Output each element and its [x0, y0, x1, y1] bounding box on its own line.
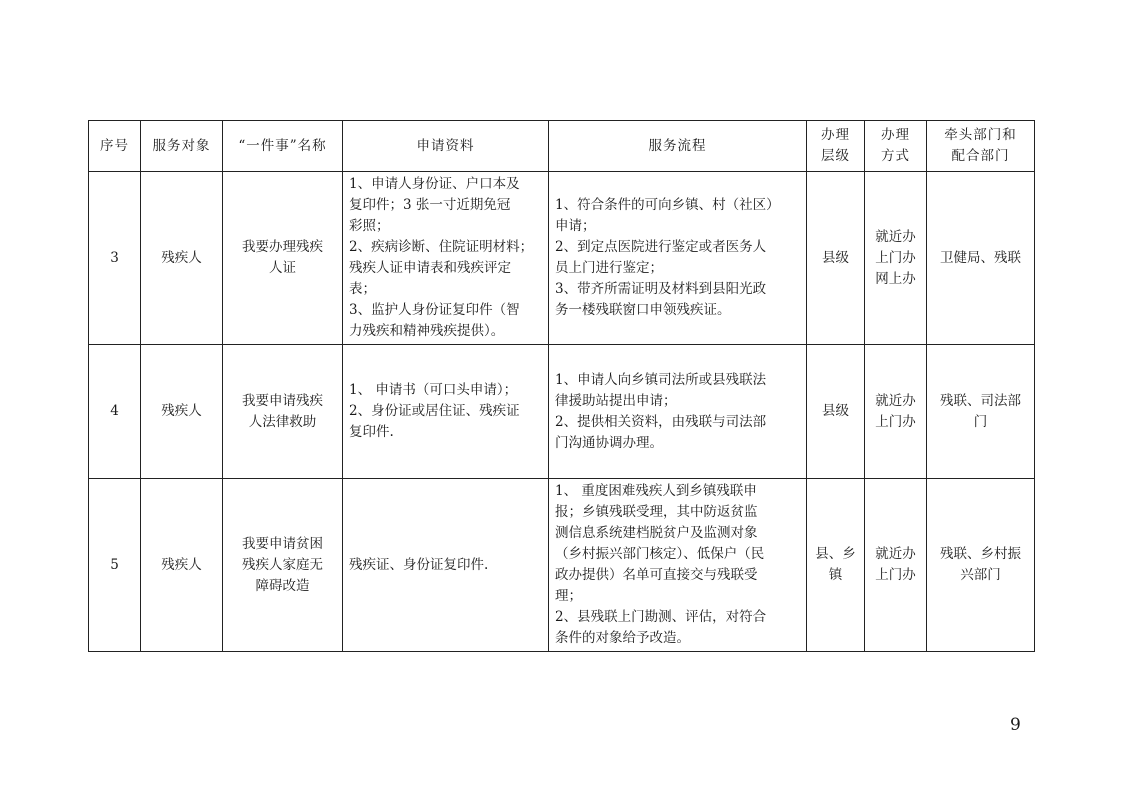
cell-level [807, 345, 865, 479]
cell-name [223, 479, 343, 652]
cell-name-line: 我要申请残疾 [242, 392, 323, 409]
cell-process [549, 479, 807, 652]
cell-dept [927, 479, 1035, 652]
cell-no-text: 4 [110, 403, 119, 419]
cell-dept [927, 345, 1035, 479]
cell-materials-line: 力残疾和精神残疾提供）。 [349, 323, 505, 339]
header-no: 序号 [89, 121, 141, 172]
cell-target [141, 172, 223, 345]
cell-dept-line: 残联、司法部 [940, 392, 1021, 409]
cell-process [549, 172, 807, 345]
cell-level-line: 县级 [822, 403, 849, 419]
cell-materials [343, 479, 549, 652]
cell-target [141, 479, 223, 652]
service-table [88, 120, 1035, 652]
cell-materials-line: 1、 申请书（可口头申请）； [349, 382, 518, 398]
header-dept: 牵头部门和 配合部门 [927, 121, 1035, 172]
cell-process-line: 条件的对象给予改造。 [555, 630, 690, 646]
cell-materials-line: 2、身份证或居住证、残疾证 [349, 403, 520, 419]
cell-process-line: 员上门进行鉴定； [555, 260, 663, 276]
cell-process-line: 务一楼残联窗口申领残疾证。 [555, 302, 731, 318]
cell-no-text: 5 [110, 556, 119, 573]
cell-process-line: 测信息系统建档脱贫户及监测对象 [555, 525, 758, 541]
cell-materials-line: 表； [349, 281, 376, 297]
cell-process-line: 3、带齐所需证明及材料到县阳光政 [555, 281, 767, 297]
cell-target-text: 残疾人 [161, 556, 202, 573]
cell-name [223, 345, 343, 479]
header-name: “一件事”名称 [223, 121, 343, 172]
cell-method-line: 就近办 [875, 392, 916, 409]
cell-name-line: 障碍改造 [255, 577, 310, 594]
cell-dept-line: 卫健局、残联 [940, 249, 1021, 266]
cell-materials-line: 复印件. [349, 424, 394, 440]
cell-process-line: 报；乡镇残联受理，其中防返贫监 [555, 504, 758, 520]
cell-target-text: 残疾人 [161, 403, 202, 419]
header-materials: 申请资料 [343, 121, 549, 172]
cell-process-line: 律援助站提出申请； [555, 392, 677, 409]
cell-dept-line: 残联、乡村振 [940, 546, 1021, 562]
cell-dept-line: 门 [973, 413, 988, 430]
cell-method-line: 就近办 [875, 546, 916, 562]
cell-name-line: 残疾人家庭无 [242, 556, 323, 573]
cell-level-line: 县级 [822, 249, 849, 266]
cell-process-line: 理； [555, 588, 582, 604]
cell-process-line: 1、符合条件的可向乡镇、村（社区） [555, 197, 780, 213]
cell-no [89, 479, 141, 652]
cell-method-line: 上门办 [875, 567, 916, 583]
cell-materials [343, 172, 549, 345]
table-row [89, 479, 1035, 652]
cell-dept-line: 兴部门 [960, 567, 1001, 583]
cell-process-line: 门沟通协调办理。 [555, 434, 663, 451]
cell-process [549, 345, 807, 479]
cell-level-line: 镇 [828, 567, 843, 583]
cell-method-line: 上门办 [875, 413, 916, 430]
cell-name [223, 172, 343, 345]
cell-materials-line: 残疾证、身份证复印件. [349, 556, 489, 573]
cell-level-line: 县、乡 [815, 546, 856, 562]
page-number: 9 [1010, 715, 1021, 735]
cell-process-line: 2、县残联上门勘测、评估，对符合 [555, 609, 767, 625]
cell-no [89, 172, 141, 345]
cell-no [89, 345, 141, 479]
cell-target [141, 345, 223, 479]
cell-no-text: 3 [110, 249, 119, 266]
header-row [89, 121, 1035, 172]
cell-name-line: 我要申请贫困 [242, 535, 323, 552]
cell-name-line: 人证 [269, 260, 296, 276]
cell-materials-line: 2、疾病诊断、住院证明材料； [349, 239, 534, 255]
cell-level [807, 172, 865, 345]
cell-materials-line: 3、监护人身份证复印件（智 [349, 302, 520, 318]
cell-process-line: 申请； [555, 218, 596, 234]
header-target: 服务对象 [141, 121, 223, 172]
cell-materials [343, 345, 549, 479]
table-row [89, 345, 1035, 479]
cell-method-line: 就近办 [875, 228, 916, 245]
cell-process-line: （乡村振兴部门核定）、低保户（民 [555, 546, 765, 562]
header-process: 服务流程 [549, 121, 807, 172]
cell-method-line: 网上办 [875, 270, 916, 287]
cell-method [865, 345, 927, 479]
cell-name-line: 人法律救助 [248, 413, 317, 430]
cell-process-line: 2、提供相关资料，由残联与司法部 [555, 413, 767, 430]
cell-method [865, 479, 927, 652]
cell-target-text: 残疾人 [161, 249, 202, 266]
cell-process-line: 1、申请人向乡镇司法所或县残联法 [555, 371, 767, 388]
cell-dept [927, 172, 1035, 345]
cell-process-line: 政办提供）名单可直接交与残联受 [555, 567, 758, 583]
table-row [89, 172, 1035, 345]
cell-process-line: 2、到定点医院进行鉴定或者医务人 [555, 239, 767, 255]
cell-materials-line: 复印件；3 张一寸近期免冠 [349, 197, 511, 213]
cell-process-line: 1、 重度困难残疾人到乡镇残联申 [555, 483, 757, 499]
cell-materials-line: 1、申请人身份证、户口本及 [349, 176, 520, 192]
header-level: 办理 层级 [807, 121, 865, 172]
cell-method-line: 上门办 [875, 249, 916, 266]
header-method: 办理 方式 [865, 121, 927, 172]
cell-materials-line: 彩照； [349, 218, 390, 234]
cell-method [865, 172, 927, 345]
cell-materials-line: 残疾人证申请表和残疾评定 [349, 260, 511, 276]
cell-level [807, 479, 865, 652]
cell-name-line: 我要办理残疾 [242, 239, 323, 255]
